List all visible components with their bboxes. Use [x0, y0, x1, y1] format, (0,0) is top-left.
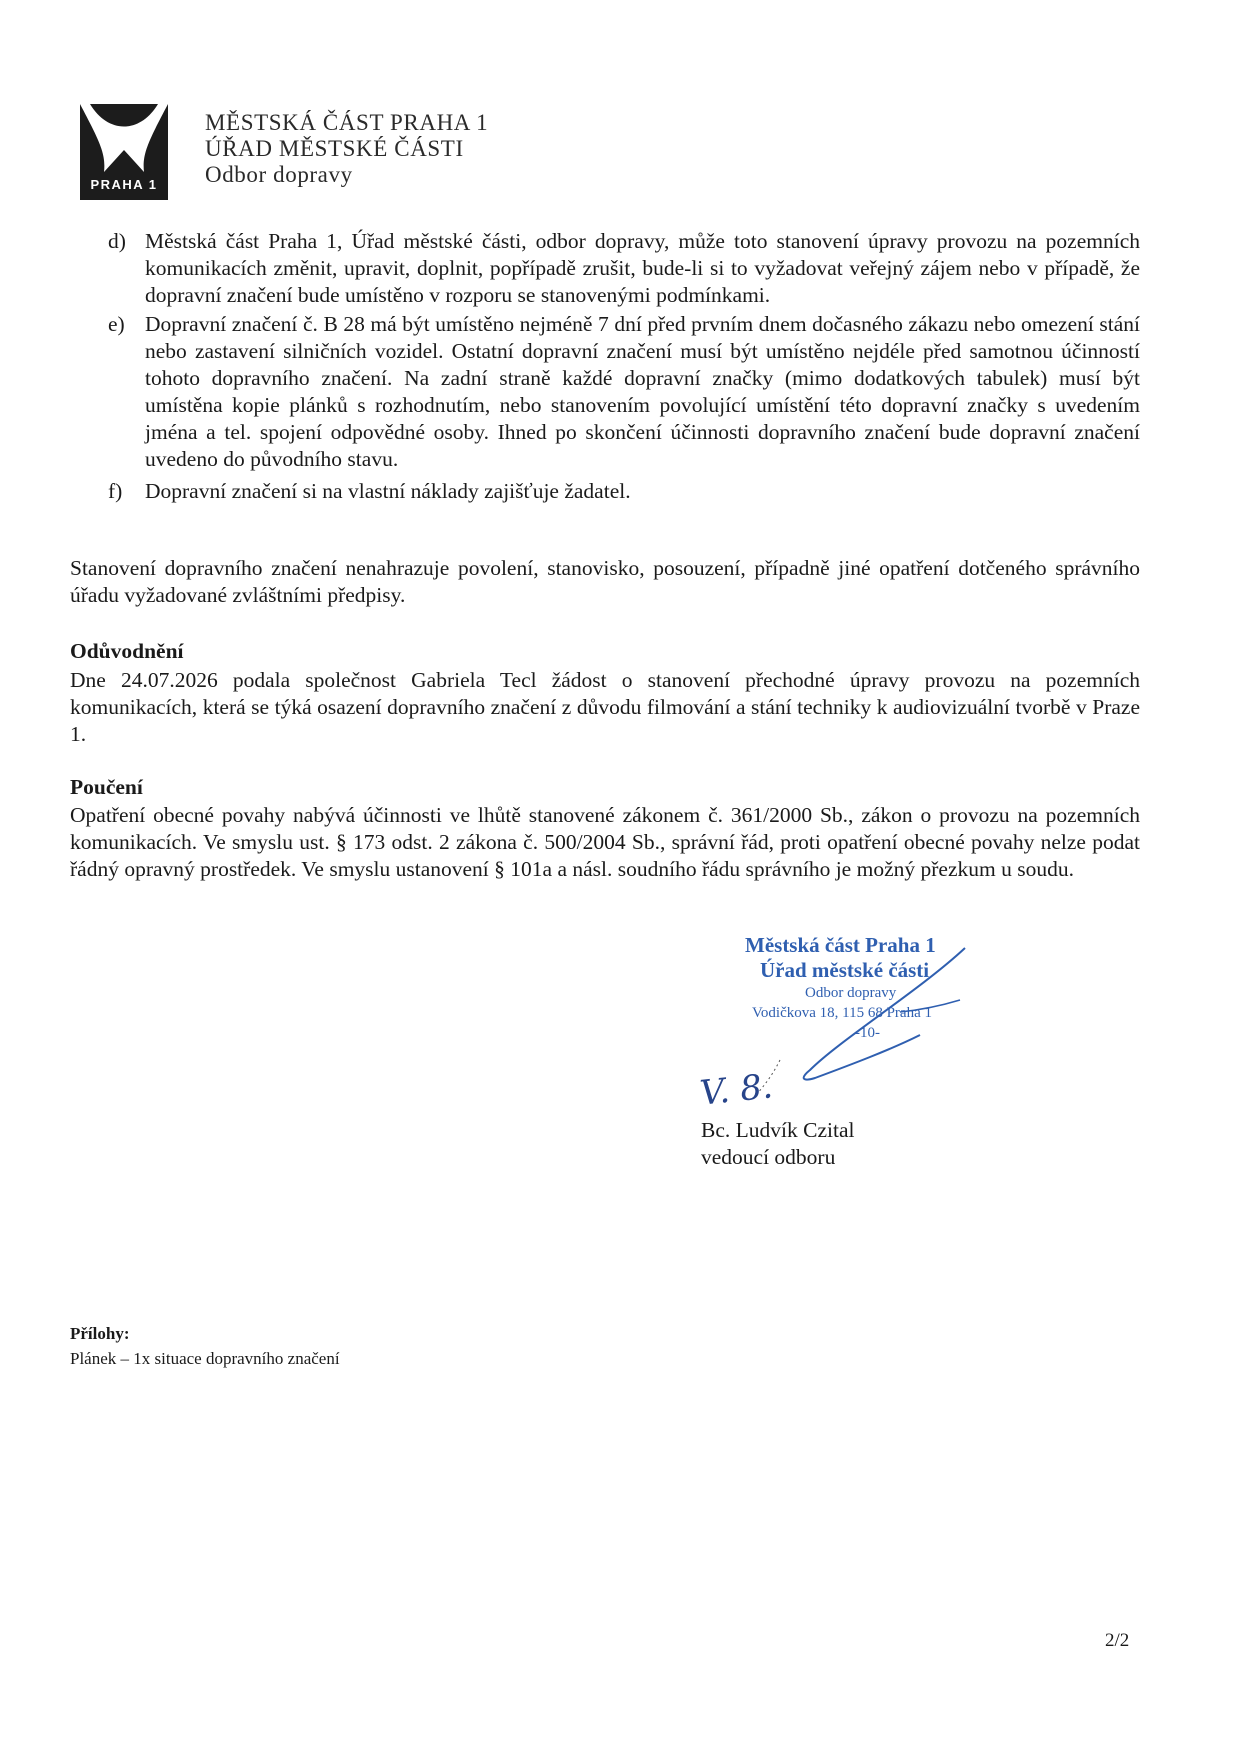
list-item-d	[108, 228, 1140, 309]
list-item-text: Městská část Praha 1, Úřad městské části, odbor dopravy, může toto stanovení úpravy provozu na pozemních komunikacích změnit, upravit, doplnit, popřípadě zrušit, bude-li si to vyžadovat veřejný zájem nebo v případě, že dopravní značení bude umístěno v rozporu se stanovenými podmínkami.	[145, 229, 1140, 307]
list-item-text: Dopravní značení si na vlastní náklady zajišťuje žadatel.	[145, 479, 631, 503]
page-number: 2/2	[1105, 1630, 1130, 1651]
instruction-text: Opatření obecné povahy nabývá účinnosti ve lhůtě stanovené zákonem č. 361/2000 Sb., zákon o provozu na pozemních komunikacích. Ve smyslu ust. § 173 odst. 2 zákona č. 500/2004 Sb., správní řád, proti opatření obecné povahy nelze podat řádný opravný prostředek. Ve smyslu ustanovení § 101a a násl. soudního řádu správního je možný přezkum u soudu.	[70, 803, 1140, 881]
instruction-heading: Poučení	[70, 775, 143, 799]
stamp-line-department: Odbor dopravy	[805, 985, 897, 1001]
header-municipality: MĚSTSKÁ ČÁST PRAHA 1	[205, 110, 489, 135]
stamp-line-number: -10-	[855, 1025, 880, 1041]
list-item-f	[108, 478, 1140, 505]
signatory-title: vedoucí odboru	[701, 1145, 836, 1169]
stamp-line-address: Vodičkova 18, 115 68 Praha 1	[752, 1005, 932, 1021]
list-item-label: d)	[108, 229, 126, 253]
justification-text: Dne 24.07.2026 podala společnost Gabriela Tecl žádost o stanovení přechodné úpravy provozu na pozemních komunikacích, která se týká osazení dopravního značení z důvodu filmování a stání techniky k audiovizuální tvorbě v Praze 1.	[70, 668, 1140, 746]
signature-initials: V. 8.	[698, 1066, 775, 1114]
header-department: Odbor dopravy	[205, 162, 353, 187]
praha1-logo	[80, 104, 168, 200]
justification-heading: Odůvodnění	[70, 639, 184, 663]
attachments-item: Plánek – 1x situace dopravního značení	[70, 1349, 340, 1368]
attachments-heading: Přílohy:	[70, 1324, 130, 1343]
list-item-text: Dopravní značení č. B 28 má být umístěno nejméně 7 dní před prvním dnem dočasného zákazu nebo omezení stání nebo zastavení silničních vozidel. Ostatní dopravní značení musí být umístěno nejdéle před samotnou účinností tohoto dopravního značení. Na zadní straně každé dopravní značky (mimo dodatkových tabulek) musí být umístěna kopie plánků s rozhodnutím, nebo stanovením povolující umístění této dopravní značky s uvedením jména a tel. spojení odpovědné osoby. Ihned po skončení účinnosti dopravního značení bude dopravní značení uvedeno do původního stavu.	[145, 312, 1140, 471]
stamp-line-office: Úřad městské části	[760, 958, 930, 982]
statement-paragraph: Stanovení dopravního značení nenahrazuje povolení, stanovisko, posouzení, případně jiné opatření dotčeného správního úřadu vyžadované zvláštními předpisy.	[70, 556, 1140, 607]
logo-text: PRAHA 1	[90, 177, 158, 192]
list-item-e	[108, 311, 1140, 473]
header-office: ÚŘAD MĚSTSKÉ ČÁSTI	[205, 136, 464, 161]
list-item-label: f)	[108, 479, 123, 503]
signatory-name: Bc. Ludvík Czital	[701, 1118, 855, 1142]
stamp-line-municipality: Městská část Praha 1	[745, 933, 936, 957]
list-item-label: e)	[108, 312, 125, 336]
